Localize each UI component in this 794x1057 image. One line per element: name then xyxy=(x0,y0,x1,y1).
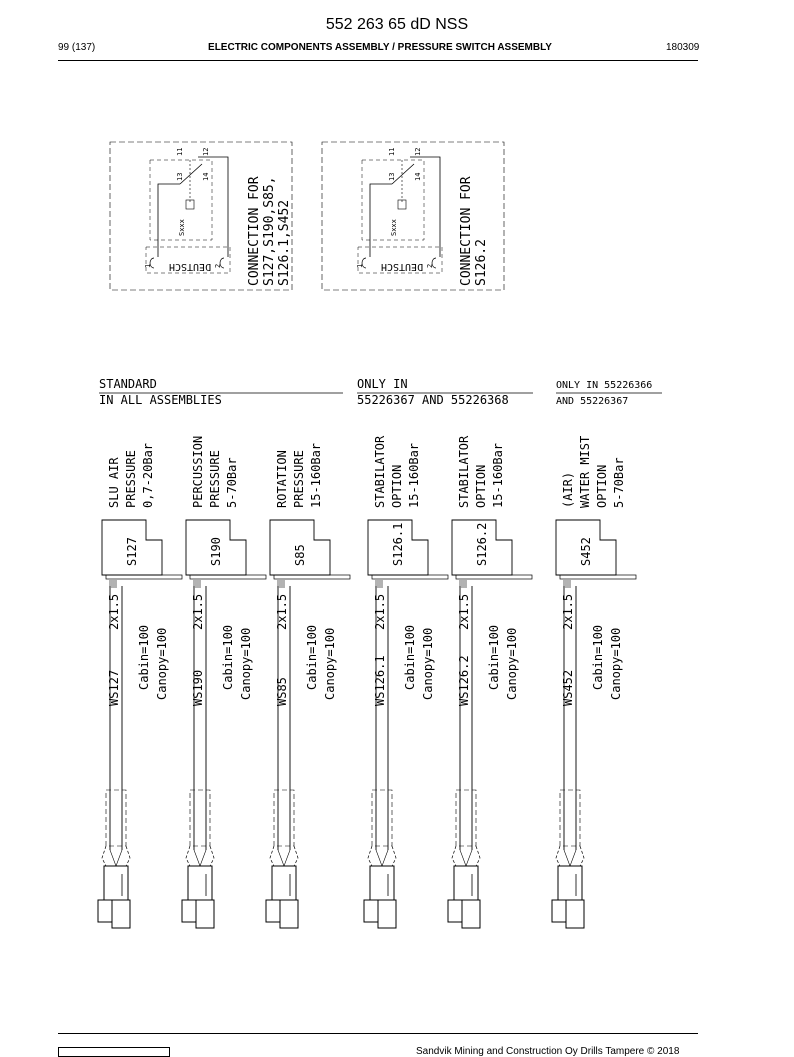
terminal-number: 11 xyxy=(388,147,396,156)
connector-boot xyxy=(368,846,396,866)
switch-label: Sxxx xyxy=(390,219,398,236)
terminal-number: 13 xyxy=(388,172,396,181)
cable-id: WS452 xyxy=(561,669,575,706)
cable-length-canopy: Canopy=100 xyxy=(505,627,519,700)
cable-length-cabin: Cabin=100 xyxy=(487,624,501,690)
deutsch-connector-latch xyxy=(182,900,196,922)
wire-twist xyxy=(278,850,284,866)
switch-column-s452 xyxy=(552,436,636,928)
terminal-number: 14 xyxy=(202,172,210,181)
cable-length-cabin: Cabin=100 xyxy=(403,624,417,690)
wire-twist xyxy=(194,850,200,866)
switch-description: STABILATOR xyxy=(457,435,471,508)
document-title: 552 263 65 dD NSS xyxy=(325,16,469,33)
deutsch-connector-head xyxy=(112,900,130,928)
connection-text: S126.1,S452 xyxy=(277,199,292,286)
switch-column-s85 xyxy=(266,443,350,928)
switch-description: 15-160Bar xyxy=(407,442,421,508)
cable-length-cabin: Cabin=100 xyxy=(591,624,605,690)
wire-twist xyxy=(284,850,290,866)
deutsch-connector-latch xyxy=(448,900,462,922)
switch-description: PRESSURE xyxy=(124,450,138,508)
cable-length-cabin: Cabin=100 xyxy=(137,624,151,690)
deutsch-connector-latch xyxy=(552,900,566,922)
cable-length-canopy: Canopy=100 xyxy=(239,627,253,700)
switch-id: S190 xyxy=(209,537,223,566)
cable-size: 2x1.5 xyxy=(561,593,575,630)
cable-size: 2x1.5 xyxy=(107,593,121,630)
connector-boot xyxy=(186,846,214,866)
wire-twist xyxy=(466,850,472,866)
sandvik-logo xyxy=(58,1047,170,1057)
switch-base xyxy=(560,575,636,579)
switch-base xyxy=(106,575,182,579)
switch-description: WATER MIST xyxy=(578,435,592,508)
cable-length-canopy: Canopy=100 xyxy=(323,627,337,700)
cable-length-canopy: Canopy=100 xyxy=(155,627,169,700)
deutsch-connector-body xyxy=(558,866,582,900)
cable-length-cabin: Cabin=100 xyxy=(221,624,235,690)
switch-description: OPTION xyxy=(390,464,404,508)
document-date: 180309 xyxy=(666,42,700,53)
terminal-number: 11 xyxy=(176,147,184,156)
group-3-line1: ONLY IN 55226366 xyxy=(556,380,653,391)
connection-text: S126.2 xyxy=(474,239,489,286)
wire-2 xyxy=(410,157,440,257)
switch-description: PERCUSSION xyxy=(191,435,205,508)
switch-id: S452 xyxy=(579,537,593,566)
pin-number: 1 xyxy=(144,263,152,268)
wire-1 xyxy=(158,184,180,257)
cable-id: WS126.1 xyxy=(373,655,387,706)
connection-text: S127,S190,S85, xyxy=(262,176,277,286)
wire-twist xyxy=(116,850,122,866)
switch-base xyxy=(372,575,448,579)
deutsch-connector-head xyxy=(462,900,480,928)
cable-sleeve xyxy=(274,790,294,846)
connection-text: CONNECTION FOR xyxy=(459,176,474,286)
pin-number: 1 xyxy=(356,263,364,268)
wire-twist xyxy=(200,850,206,866)
wire-twist xyxy=(570,850,576,866)
page-number: 99 (137) xyxy=(58,42,96,53)
switch-label: Sxxx xyxy=(178,219,186,236)
schematic-area xyxy=(110,142,504,290)
connector-boot xyxy=(270,846,298,866)
switch-base xyxy=(274,575,350,579)
group-headings xyxy=(99,377,662,407)
switch-description: 15-160Bar xyxy=(309,442,323,508)
wire-twist xyxy=(564,850,570,866)
plug-label: DEUTSCH xyxy=(380,261,424,272)
deutsch-connector-body xyxy=(454,866,478,900)
terminal-number: 13 xyxy=(176,172,184,181)
pin-number: 2 xyxy=(214,263,222,268)
switch-description: 15-160Bar xyxy=(491,442,505,508)
terminal-number: 14 xyxy=(414,172,422,181)
deutsch-connector-head xyxy=(378,900,396,928)
switch-id: S126.2 xyxy=(475,522,489,566)
switch-id: S85 xyxy=(293,544,307,566)
wire-twist xyxy=(110,850,116,866)
deutsch-connector-head xyxy=(196,900,214,928)
switch-id: S126.1 xyxy=(391,522,405,566)
cable-sleeve xyxy=(372,790,392,846)
switch-base xyxy=(190,575,266,579)
switch-column-s190 xyxy=(182,436,266,928)
deutsch-connector-body xyxy=(104,866,128,900)
deutsch-connector-head xyxy=(280,900,298,928)
switch-description: OPTION xyxy=(595,464,609,508)
switch-column-s126-2 xyxy=(448,435,532,928)
switch-base xyxy=(456,575,532,579)
wire-1 xyxy=(370,184,392,257)
switch-description: (AIR) xyxy=(561,471,575,508)
switch-description: OPTION xyxy=(474,464,488,508)
terminal-number: 12 xyxy=(414,147,422,156)
schematic-box-1 xyxy=(110,142,292,290)
switch-description: 5-70Bar xyxy=(225,457,239,508)
deutsch-connector-latch xyxy=(364,900,378,922)
deutsch-connector-body xyxy=(272,866,296,900)
connection-text: CONNECTION FOR xyxy=(247,176,262,286)
connector-boot xyxy=(102,846,130,866)
cable-length-canopy: Canopy=100 xyxy=(421,627,435,700)
switch-id: S127 xyxy=(125,537,139,566)
switch-description: 5-70Bar xyxy=(612,457,626,508)
group-1-line2: IN ALL ASSEMBLIES xyxy=(99,393,222,407)
wire-twist xyxy=(376,850,382,866)
cable-length-cabin: Cabin=100 xyxy=(305,624,319,690)
cable-sleeve xyxy=(106,790,126,846)
cable-size: 2x1.5 xyxy=(275,593,289,630)
group-2-line1: ONLY IN xyxy=(357,377,408,391)
pin-number: 2 xyxy=(426,263,434,268)
footer-divider xyxy=(58,1033,698,1034)
cable-sleeve xyxy=(456,790,476,846)
cable-size: 2x1.5 xyxy=(191,593,205,630)
schematic-box-2 xyxy=(322,142,504,290)
deutsch-connector-latch xyxy=(266,900,280,922)
switch-description: 0,7-20Bar xyxy=(141,442,155,508)
switch-column-s127 xyxy=(98,443,182,928)
group-2-line2: 55226367 AND 55226368 xyxy=(357,393,509,407)
terminal-number: 12 xyxy=(202,147,210,156)
cable-sleeve xyxy=(560,790,580,846)
deutsch-connector-latch xyxy=(98,900,112,922)
deutsch-connector-body xyxy=(188,866,212,900)
group-3-line2: AND 55226367 xyxy=(556,396,629,407)
switch-column-s126-1 xyxy=(364,435,448,928)
switch-columns xyxy=(98,435,636,928)
connector-boot xyxy=(556,846,584,866)
cable-id: WS85 xyxy=(275,677,289,706)
deutsch-connector-body xyxy=(370,866,394,900)
wire-twist xyxy=(382,850,388,866)
cable-id: WS127 xyxy=(107,669,121,706)
group-1-line1: STANDARD xyxy=(99,377,157,391)
deutsch-connector-head xyxy=(566,900,584,928)
switch-description: STABILATOR xyxy=(373,435,387,508)
switch-description: PRESSURE xyxy=(208,450,222,508)
cable-size: 2x1.5 xyxy=(373,593,387,630)
connector-boot xyxy=(452,846,480,866)
wire-twist xyxy=(460,850,466,866)
cable-sleeve xyxy=(190,790,210,846)
switch-description: ROTATION xyxy=(275,450,289,508)
wire-2 xyxy=(198,157,228,257)
cable-id: WS190 xyxy=(191,669,205,706)
cable-id: WS126.2 xyxy=(457,655,471,706)
plug-label: DEUTSCH xyxy=(168,261,212,272)
cable-length-canopy: Canopy=100 xyxy=(609,627,623,700)
cable-size: 2x1.5 xyxy=(457,593,471,630)
section-title: ELECTRIC COMPONENTS ASSEMBLY / PRESSURE SWITCH ASSEMBLY xyxy=(208,42,552,53)
switch-description: PRESSURE xyxy=(292,450,306,508)
switch-description: SLU AIR xyxy=(107,457,121,508)
footer-copyright: Sandvik Mining and Construction Oy Drills Tampere © 2018 xyxy=(416,1046,680,1057)
